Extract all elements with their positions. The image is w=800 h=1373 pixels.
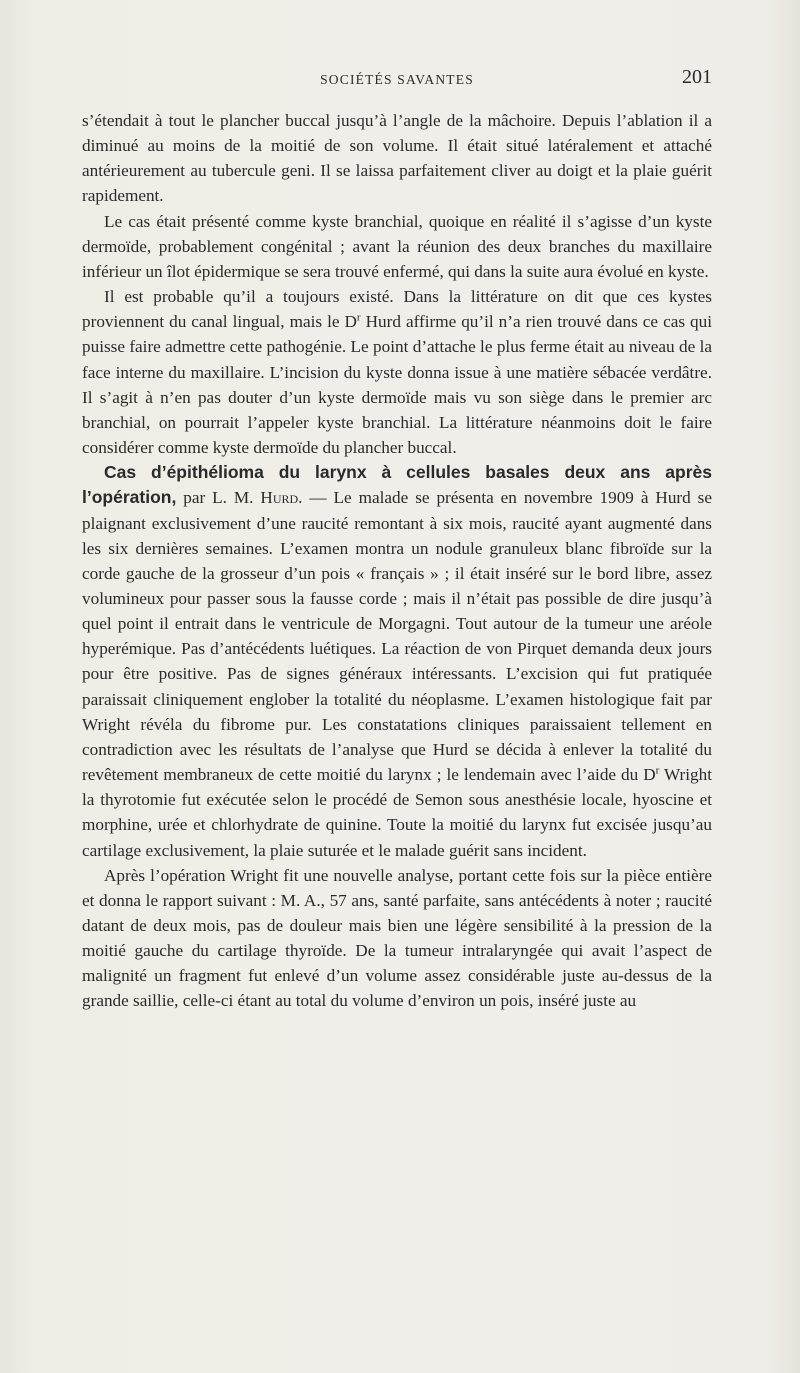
- page-number: 201: [682, 66, 712, 88]
- paragraph-2: Le cas était présenté comme kyste branchial, quoique en réalité il s’agisse d’un kyste dermoïde, probablement congénital ; avant la réunion des deux branches du maxillaire inférieur un îlot épidermique se sera trouvé enfermé, qui dans la suite aura évolué en kyste.: [82, 211, 712, 281]
- author-name: Hurd: [260, 488, 299, 508]
- page-header: [82, 64, 712, 94]
- doctor-abbrev-superscript: r: [356, 311, 361, 324]
- paragraph-3: [82, 284, 712, 460]
- paragraph-4-text-b: Wright la thyrotomie fut exécutée selon le procédé de Semon sous anesthésie locale, hyoscine et morphine, urée et chlorhydrate de quinine. Toute la moitié du larynx fut excisée jusqu’au cartilage exclusivement, la plaie suturée et le malade guérit sans incident.: [82, 765, 712, 860]
- running-title: SOCIÉTÉS SAVANTES: [320, 72, 474, 87]
- body-text: [82, 108, 712, 1014]
- paragraph-1: s’étendait à tout le plancher buccal jusqu’à l’angle de la mâchoire. Depuis l’ablation il a diminué au moins de la moitié de son volume. Il était situé latéralement et attaché antérieurement au tubercule geni. Il se laissa parfaitement cliver au doigt et la plaie guérit rapidement.: [82, 111, 712, 206]
- section-heading: Cas d’épithélioma du larynx à cellules basales deux ans après l’opération,: [82, 462, 712, 508]
- author-prefix: par L. M.: [176, 488, 261, 508]
- doctor-abbrev-superscript: r: [655, 764, 660, 777]
- paragraph-5: Après l’opération Wright fit une nouvelle analyse, portant cette fois sur la pièce entière et donna le rapport suivant : M. A., 57 ans, santé parfaite, sans antécédents à noter ; raucité datant de deux mois, pas de douleur mais bien une légère sensibilité à la pression de la moitié gauche du cartilage thyroïde. De la tumeur intralaryngée qui avait l’aspect de malignité un fragment fut enlevé d’un volume assez considérable juste au-dessus de la grande saillie, celle-ci étant au total du volume d’environ un pois, inséré juste au: [82, 865, 712, 1011]
- paragraph-4-text-a: . — Le malade se présenta en novembre 1909 à Hurd se plaignant exclusivement d’une raucité remontant à six mois, raucité ayant augmenté dans les six dernières semaines. L’examen montra un nodule granuleux blanc fibroïde sur la corde gauche de la grosseur d’un pois « français » ; il était inséré sur le bord libre, assez volumineux pour passer sous la fausse corde ; mais il n’était pas possible de dire jusqu’à quel point il entrait dans le ventricule de Morgagni. Tout autour de la tumeur une aréole hyperémique. Pas d’antécédents luétiques. La réaction de von Pirquet demanda deux jours pour être positive. Pas de signes généraux intéressants. L’excision qui fut pratiquée paraissait cliniquement englober la totalité du néoplasme. L’examen histologique fait par Wright révéla du fibrome pur. Les constatations cliniques paraissaient tellement en contradiction avec les résultats de l’analyse que Hurd se décida à enlever la totalité du revêtement membraneux de cette moitié du larynx ; le lendemain avec l’aide du D: [82, 488, 712, 785]
- paragraph-3-text-a: Il est probable qu’il a toujours existé. Dans la littérature on dit que ces kystes proviennent du canal lingual, mais le D: [82, 287, 712, 332]
- paragraph-4: [82, 460, 712, 863]
- paragraph-3-text-b: Hurd affirme qu’il n’a rien trouvé dans ce cas qui puisse faire admettre cette pathogénie. Le point d’attache le plus ferme était au niveau de la face interne du maxillaire. L’incision du kyste donna issue à une matière sébacée verdâtre. Il s’agit à n’en pas douter d’un kyste dermoïde mais vu son siège dans le premier arc branchial, on pourrait l’appeler kyste branchial. La littérature néanmoins doit le faire considérer comme kyste dermoïde du plancher buccal.: [82, 312, 712, 458]
